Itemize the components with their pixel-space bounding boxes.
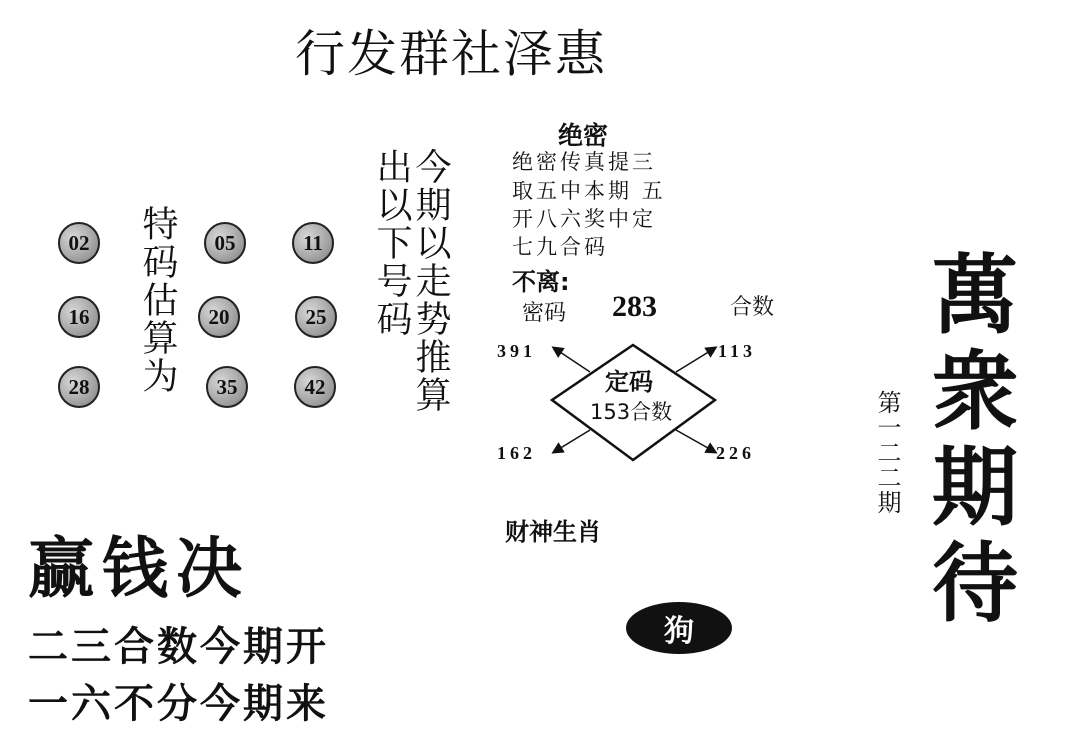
code-label: 密码 — [522, 301, 567, 326]
page-title: 行发群社泽惠 — [295, 25, 607, 83]
win-line-1: 二三合数今期开 — [28, 623, 329, 670]
buli-label: 不离: — [512, 268, 570, 296]
number-ball: 42 — [294, 366, 336, 408]
sum-label: 合数 — [730, 295, 775, 320]
secret-line: 绝密传真提三 — [512, 150, 656, 174]
code-value: 283 — [612, 290, 657, 323]
arrow-top-left — [554, 348, 590, 372]
arrow-bottom-left — [554, 430, 590, 452]
zodiac-badge: 狗 — [626, 602, 732, 654]
diamond-bottom-left-number: 162 — [497, 443, 536, 463]
secret-line: 七九合码 — [512, 235, 608, 259]
caishen-label: 财神生肖 — [505, 518, 601, 546]
number-ball: 28 — [58, 366, 100, 408]
dingma-value: 153合数 — [590, 400, 673, 424]
diamond-top-left-number: 391 — [497, 341, 536, 361]
secret-line: 开八六奖中定 — [512, 207, 656, 231]
secret-line: 取五中本期 五 — [512, 179, 666, 203]
number-ball: 02 — [58, 222, 100, 264]
issue-number: 第一二二期 — [873, 390, 901, 515]
motto-char: 待 — [932, 533, 1018, 634]
motto-char: 衆 — [932, 341, 1018, 442]
number-ball: 16 — [58, 296, 100, 338]
number-ball: 20 — [198, 296, 240, 338]
motto-block — [932, 245, 1018, 634]
arrow-bottom-right — [676, 430, 715, 452]
forecast-column-right: 今期以走势推算 — [410, 148, 451, 414]
number-ball: 25 — [295, 296, 337, 338]
number-ball: 05 — [204, 222, 246, 264]
forecast-column-left: 出以下号码 — [371, 148, 412, 338]
number-ball: 35 — [206, 366, 248, 408]
secret-title: 绝密 — [558, 121, 609, 150]
diamond-top-right-number: 113 — [718, 341, 757, 361]
diamond-bottom-right-number: 226 — [716, 443, 755, 463]
motto-char: 期 — [932, 437, 1018, 538]
win-line-2: 一六不分今期来 — [28, 680, 329, 727]
number-ball: 11 — [292, 222, 334, 264]
arrow-top-right — [676, 348, 715, 372]
win-title: 赢钱决 — [28, 529, 250, 607]
estimate-label: 特码估算为 — [137, 205, 178, 395]
dingma-title: 定码 — [605, 368, 653, 396]
motto-char: 萬 — [932, 245, 1018, 346]
